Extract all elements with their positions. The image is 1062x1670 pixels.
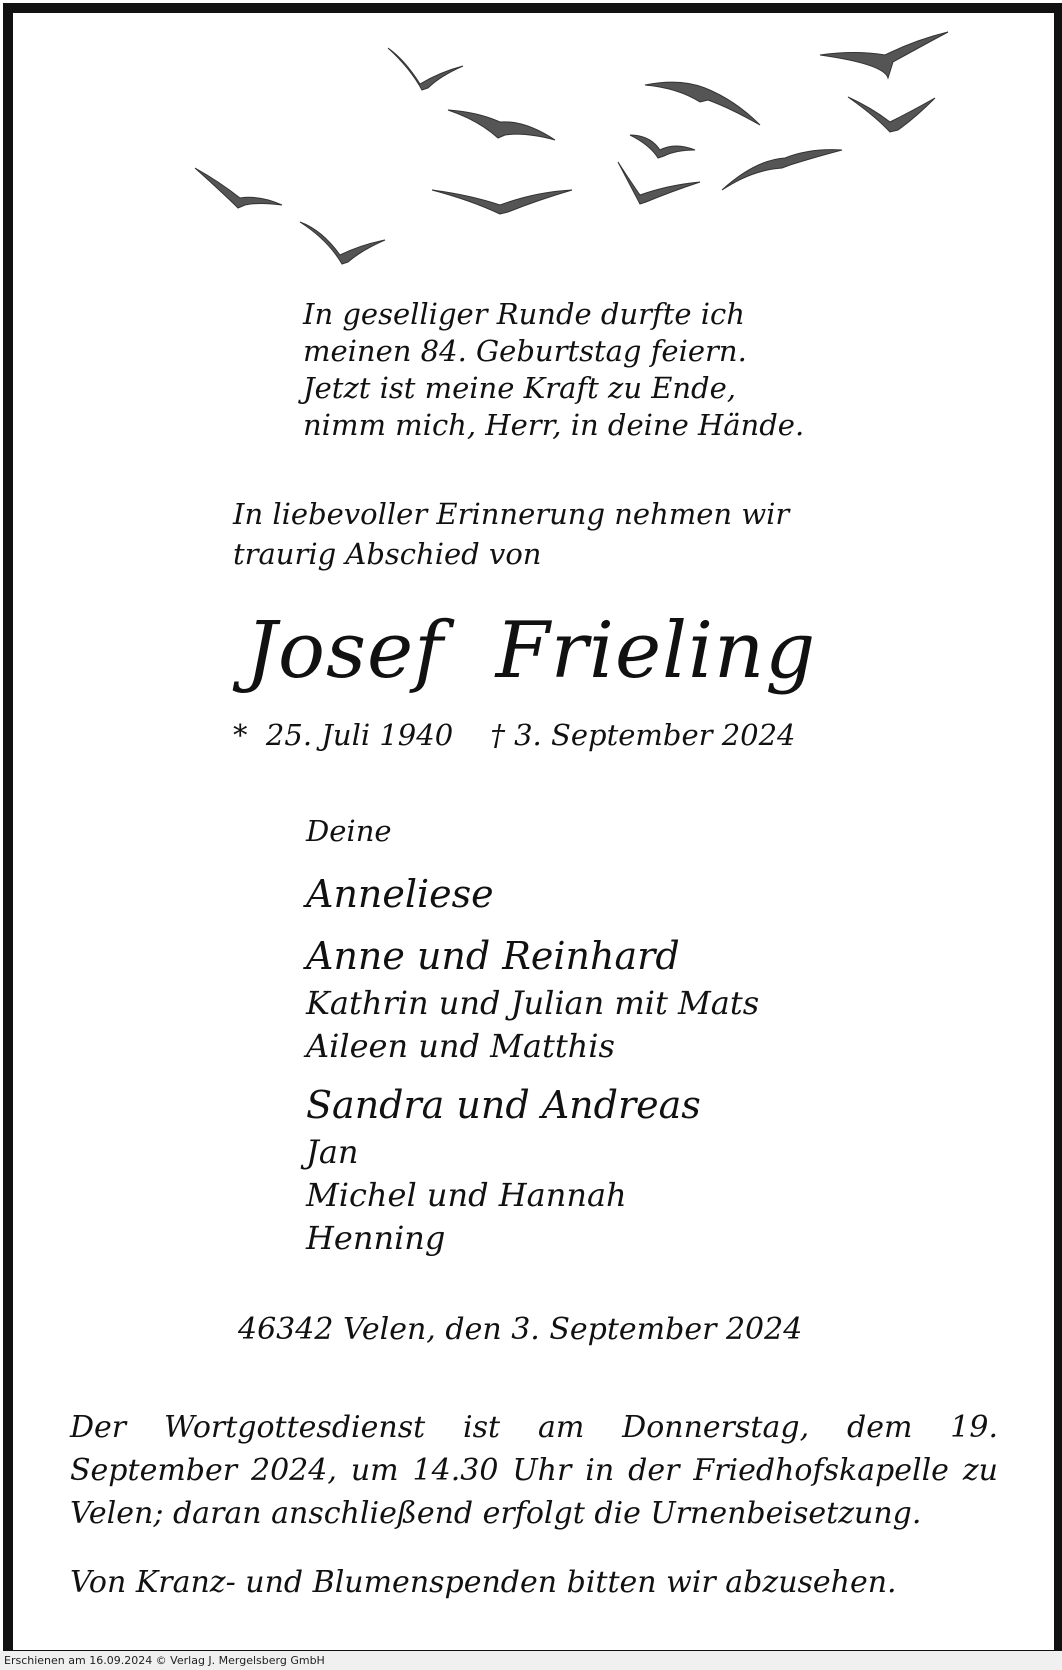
birth-date: * 25. Juli 1940 <box>233 718 454 752</box>
seagull-icon <box>618 162 700 204</box>
mourner-name: Henning <box>306 1219 446 1257</box>
mourner-name: Michel und Hannah <box>306 1176 627 1214</box>
mourner-name: Anneliese <box>306 872 494 916</box>
seagull-icon <box>645 82 760 125</box>
publication-footer: Erschienen am 16.09.2024 © Verlag J. Mergelsberg GmbH <box>0 1651 1062 1670</box>
life-dates <box>233 718 796 752</box>
mourner-name: Sandra und Andreas <box>306 1083 701 1127</box>
intro-line: In liebevoller Erinnerung nehmen wir <box>233 497 790 531</box>
verse-line: meinen 84. Geburtstag feiern. <box>303 334 747 368</box>
seagull-icon <box>630 135 695 158</box>
mourner-name: Aileen und Matthis <box>306 1027 615 1065</box>
seagull-icon <box>722 150 842 190</box>
seagull-icon <box>300 222 385 264</box>
intro-line: traurig Abschied von <box>233 537 542 571</box>
seagull-icon <box>195 168 282 208</box>
verse <box>303 296 804 444</box>
verse-line: In geselliger Runde durfte ich <box>303 297 745 331</box>
flowers-notice: Von Kranz- und Blumenspenden bitten wir abzusehen. <box>70 1565 897 1600</box>
death-date: † 3. September 2024 <box>490 718 796 752</box>
mourner-name: Kathrin und Julian mit Mats <box>306 984 760 1022</box>
verse-line: Jetzt ist meine Kraft zu Ende, <box>303 371 737 405</box>
service-notice: Der Wortgottesdienst ist am Donnerstag, dem 19. September 2024, um 14.30 Uhr in der Friedhofskapelle zu Velen; daran anschließend erfolgt die Urnenbeisetzung. <box>70 1410 998 1531</box>
mourners-intro: Deine <box>306 814 392 848</box>
seagull-icon <box>388 48 463 90</box>
seagull-icon <box>432 190 572 214</box>
deceased-name: Josef Frieling <box>245 606 817 696</box>
seagull-icon <box>448 110 555 140</box>
verse-line: nimm mich, Herr, in deine Hände. <box>303 408 805 442</box>
mourner-name: Anne und Reinhard <box>306 934 680 978</box>
mourner-name: Jan <box>306 1133 359 1171</box>
place-date: 46342 Velen, den 3. September 2024 <box>238 1312 803 1347</box>
intro-text <box>233 494 789 574</box>
flying-seagulls-image <box>0 0 1062 290</box>
seagull-icon <box>848 97 935 132</box>
seagull-icon <box>820 32 948 78</box>
